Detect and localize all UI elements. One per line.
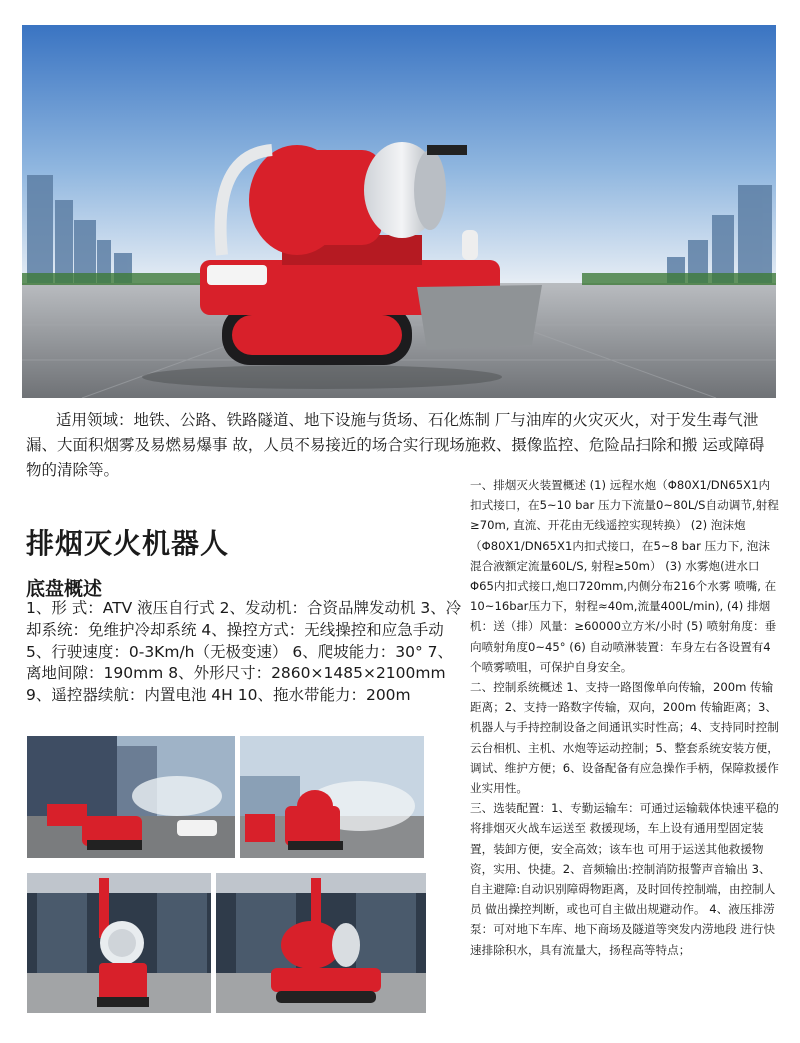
optional-config: 三、选装配置：1、专勤运输车：可通过运输载体快速平稳的将排烟灭火战车运送至 救援现场，车上设有通用型固定装置，装卸方便，安全高效；该车也 可用于运送其他救援物资，实用、快捷。2、音频输出:控制消防报警声音输出 3、自主避障:自动识别障碍物距离，及时回传控制端，由控制人员 做出操控判断，或也可自主做出规避动作。 4、液压排涝泵：可对地下车库、地下商场及隧道等突发内涝地段 进行快速排除积水，具有流量大，扬程高等特点；: [470, 801, 779, 957]
street-demo-photo: [27, 736, 235, 858]
intro-paragraph: 适用领域：地铁、公路、铁路隧道、地下设施与货场、石化炼制 厂与油库的火灾灭火，对于发生毒气泄漏、大面积烟雾及易燃易爆事 故，人员不易接近的场合实行现场施救、摄像监控、危险品扫除和搬 运或障碍物的清除等。: [26, 411, 765, 479]
hero-robot-photo: [22, 25, 776, 398]
specs-column: [470, 475, 780, 960]
front-view-photo: [27, 873, 211, 1013]
page-title: 排烟灭火机器人: [26, 527, 230, 560]
chassis-specs: 1、形 式：ATV 液压自行式 2、发动机：合资品牌发动机 3、冷却系统：免维护冷却系统 4、操控方式：无线操控和应急手动 5、行驶速度：0-3Km/h（无极变速） 6、爬坡能力：30° 7、离地间隙：190mm 8、外形尺寸：2860×1485×2100mm 9、遥控器续航：内置电池 4H 10、拖水带能力：200m: [26, 599, 462, 705]
control-overview: 二、控制系统概述 1、支持一路图像单向传输，200m 传输距离；2、支持一路数字传输，双向，200m 传输距离；3、机器人与手持控制设备之间通讯实时性高；4、支持同时控制云台相机、主机、水炮等运动控制；5、整套系统安装方便，调试、维护方便；6、设备配备有应急操作手柄，保障救援作业实用性。: [470, 680, 779, 796]
side-view-photo: [216, 873, 426, 1013]
plaza-demo-photo: [240, 736, 424, 858]
chassis-heading: 底盘概述: [26, 578, 103, 600]
device-overview: 一、排烟灭火装置概述 (1) 远程水炮（Φ80X1/DN65X1内扣式接口，在5~10 bar 压力下流量0~80L/S自动调节,射程≥70m, 直流、开花由无线遥控实现转换） (2) 泡沫炮（Φ80X1/DN65X1内扣式接口，在5~8 bar 压力下, 泡沫 混合液额定流量60L/S, 射程≥50m） (3) 水雾炮(进水口Φ65内扣式接口,炮口720mm,内侧分布216个水雾 喷嘴, 在10~16bar压力下，射程≈40m,流量400L/min), (4) 排烟机：送（排）风量：≥60000立方米/小时 (5) 喷射角度：垂向喷射角度0~45° (6) 自动喷淋装置：车身左右各设置有4个喷雾喷咀，可保护自身安全。: [470, 478, 779, 674]
